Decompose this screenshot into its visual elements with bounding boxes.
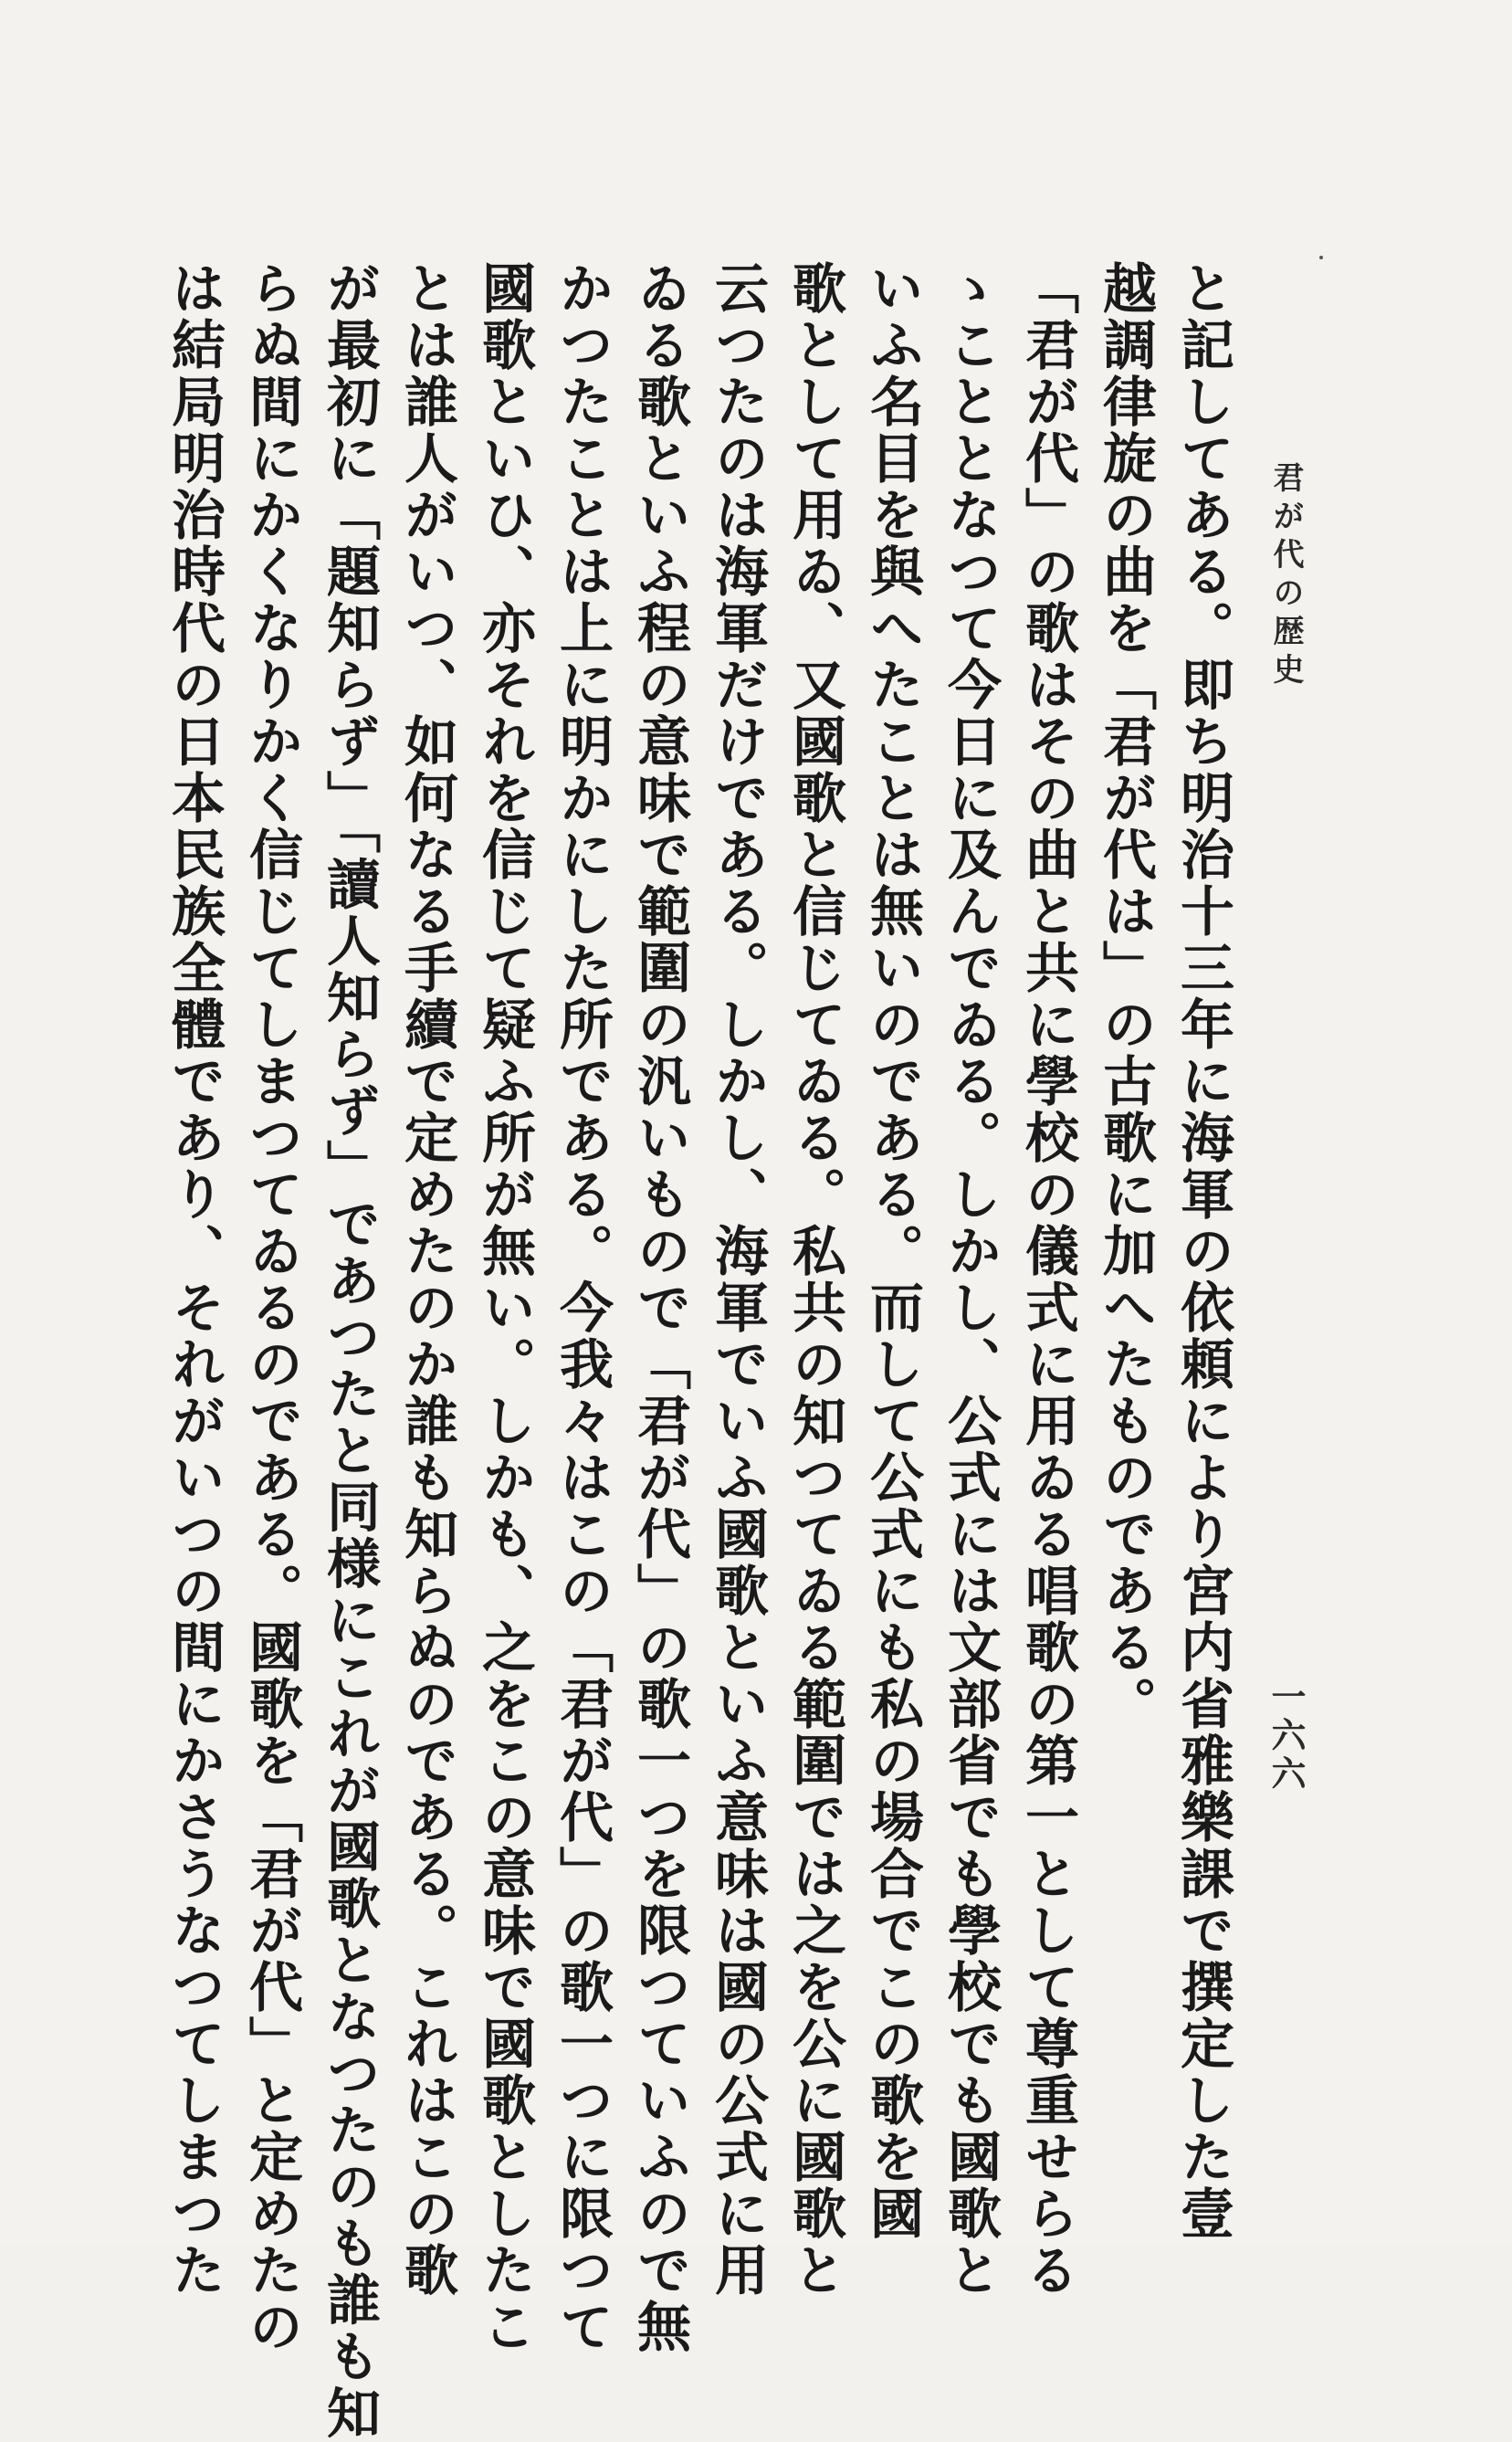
text-column: 云つたのは海軍だけである。しかし、海軍でいふ國歌といふ意味は國の公式に用 [706, 260, 769, 2299]
print-speck [1319, 256, 1323, 259]
text-column: ゝこととなつて今日に及んでゐる。しかし、公式には文部省でも學校でも國歌と [939, 260, 1002, 2299]
text-column: らぬ間にかくなりかく信じてしまつてゐるのである。國歌を「君が代」と定めたの [240, 260, 303, 2355]
body-text [163, 260, 1242, 2442]
text-column: 國歌といひ、亦それを信じて疑ふ所が無い。しかも、之をこの意味で國歌としたこ [473, 260, 536, 2355]
text-column: いふ名目を與へたことは無いのである。而して公式にも私の場合でこの歌を國 [861, 260, 924, 2242]
running-head: 君が代の歴史 [1267, 461, 1304, 691]
text-column: が最初に「題知らず」「讀人知らず」であつたと同様にこれが國歌となつたのも誰も知 [318, 260, 381, 2442]
text-column: 歌として用ゐ、又國歌と信じてゐる。私共の知つてゐる範圍では之を公に國歌と [783, 260, 846, 2299]
text-column: かつたことは上に明かにした所である。今我々はこの「君が代」の歌一つに限つて [551, 260, 614, 2355]
text-column: 「君が代」の歌はその曲と共に學校の儀式に用ゐる唱歌の第一として尊重せらる [1016, 260, 1079, 2299]
text-column: 越調律旋の曲を「君が代は」の古歌に加へたものである。 [1094, 260, 1157, 1732]
text-column: とは誰人がいつ、如何なる手續で定めたのか誰も知らぬのである。これはこの歌 [395, 260, 458, 2299]
text-column: と記してある。即ち明治十三年に海軍の依頼により宮内省雅樂課で撰定した壹 [1171, 260, 1234, 2242]
text-column: ゐる歌といふ程の意味で範圍の汎いもので「君が代」の歌一つを限つていふので無 [628, 260, 691, 2355]
text-column: は結局明治時代の日本民族全體であり、それがいつの間にかさうなつてしまつた [163, 260, 226, 2299]
page-number: 一六六 [1265, 1679, 1307, 1794]
